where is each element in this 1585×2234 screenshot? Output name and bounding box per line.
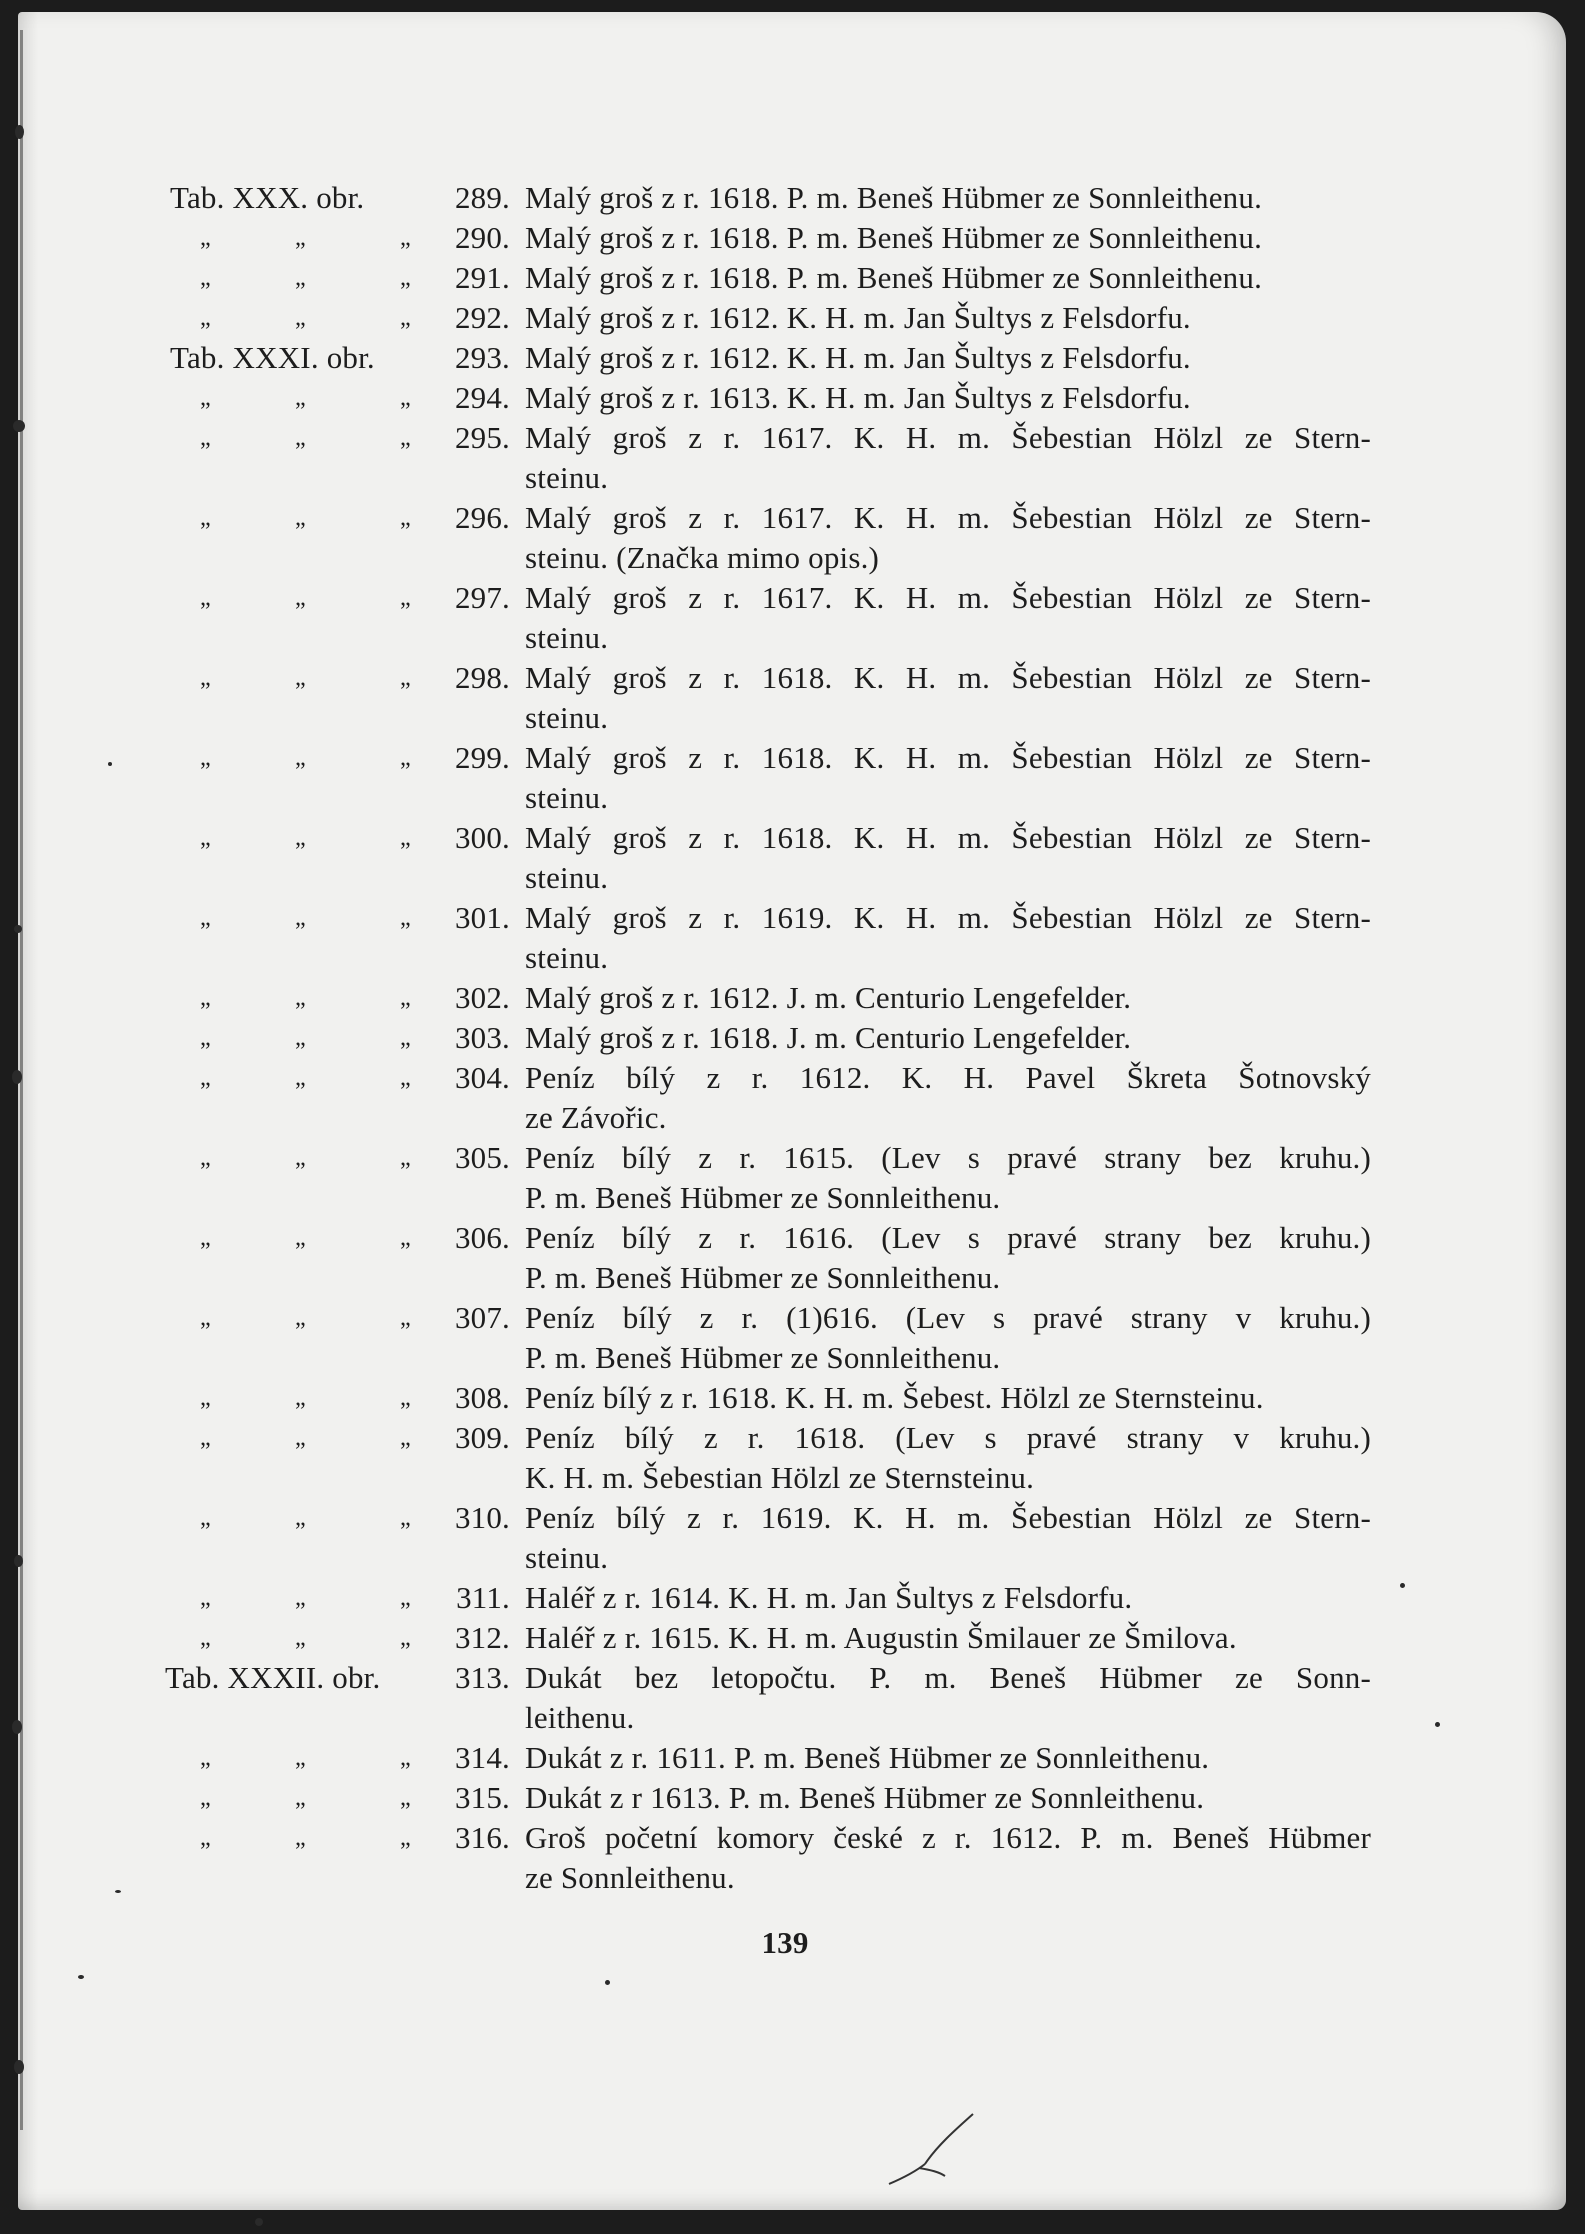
ditto-mark: „ — [295, 1225, 306, 1251]
entry-continuation: steinu. — [525, 940, 609, 975]
entry-continuation: P. m. Beneš Hübmer ze Sonnleithenu. — [525, 1180, 1001, 1215]
ditto-mark: „ — [400, 1145, 411, 1171]
ditto-mark: „ — [200, 265, 211, 291]
entry-text: Peníz bílý z r. 1618. K. H. m. Šebest. Hölzl ze Sternsteinu. — [525, 1380, 1264, 1415]
figure-number: 303. — [454, 1020, 510, 1055]
figure-number: 314. — [454, 1740, 510, 1775]
entry-text: Malý groš z r. 1618. K. H. m. Šebestian Hölzl ze Stern- — [525, 740, 1371, 775]
ditto-mark: „ — [400, 1785, 411, 1811]
ditto-mark: „ — [200, 1505, 211, 1531]
figure-number: 309. — [454, 1420, 510, 1455]
entry-text: Malý groš z r. 1612. K. H. m. Jan Šultys z Felsdorfu. — [525, 300, 1191, 335]
list-item — [0, 218, 1585, 258]
ditto-mark: „ — [400, 1625, 411, 1651]
list-item — [0, 1738, 1585, 1778]
list-item-continuation — [0, 858, 1585, 898]
entry-text: Groš početní komory české z r. 1612. P. m. Beneš Hübmer — [525, 1820, 1371, 1855]
ditto-mark: „ — [400, 265, 411, 291]
ditto-mark: „ — [295, 1825, 306, 1851]
ditto-mark: „ — [295, 825, 306, 851]
ditto-mark: „ — [295, 305, 306, 331]
ditto-mark: „ — [200, 1385, 211, 1411]
figure-number: 297. — [454, 580, 510, 615]
list-item-continuation — [0, 778, 1585, 818]
figure-number: 307. — [454, 1300, 510, 1335]
list-item-continuation — [0, 1538, 1585, 1578]
entry-continuation: steinu. — [525, 860, 609, 895]
figure-number: 313. — [454, 1660, 510, 1695]
list-item — [0, 258, 1585, 298]
ditto-mark: „ — [400, 1585, 411, 1611]
list-item — [0, 1378, 1585, 1418]
ditto-mark: „ — [295, 665, 306, 691]
entry-text: Malý groš z r. 1618. P. m. Beneš Hübmer ze Sonnleithenu. — [525, 260, 1263, 295]
ditto-mark: „ — [400, 665, 411, 691]
ditto-mark: „ — [200, 1305, 211, 1331]
entry-text: Malý groš z r. 1618. K. H. m. Šebestian Hölzl ze Stern- — [525, 660, 1371, 695]
entry-continuation: steinu. (Značka mimo opis.) — [525, 540, 880, 575]
table-reference: Tab. XXXI. obr. — [170, 340, 375, 375]
ditto-mark: „ — [295, 1745, 306, 1771]
ditto-mark: „ — [295, 505, 306, 531]
list-item-continuation — [0, 618, 1585, 658]
entry-text: Malý groš z r. 1613. K. H. m. Jan Šultys z Felsdorfu. — [525, 380, 1191, 415]
list-item — [0, 1498, 1585, 1538]
ditto-mark: „ — [295, 1625, 306, 1651]
list-item — [0, 498, 1585, 538]
list-item-continuation — [0, 1858, 1585, 1898]
list-item-continuation — [0, 538, 1585, 578]
entry-text: Haléř z r. 1615. K. H. m. Augustin Šmilauer ze Šmilova. — [525, 1620, 1237, 1655]
pencil-mark-icon — [885, 2110, 975, 2190]
ditto-mark: „ — [400, 305, 411, 331]
list-item-continuation — [0, 1338, 1585, 1378]
entry-text: Peníz bílý z r. 1619. K. H. m. Šebestian Hölzl ze Stern- — [525, 1500, 1371, 1535]
entry-text: Malý groš z r. 1619. K. H. m. Šebestian Hölzl ze Stern- — [525, 900, 1371, 935]
ditto-mark: „ — [200, 985, 211, 1011]
ditto-mark: „ — [400, 585, 411, 611]
entry-text: Peníz bílý z r. 1616. (Lev s pravé strany bez kruhu.) — [525, 1220, 1371, 1255]
entry-continuation: P. m. Beneš Hübmer ze Sonnleithenu. — [525, 1260, 1001, 1295]
ditto-mark: „ — [200, 825, 211, 851]
entry-text: Malý groš z r. 1617. K. H. m. Šebestian Hölzl ze Stern- — [525, 580, 1371, 615]
ditto-mark: „ — [200, 1785, 211, 1811]
figure-number: 316. — [454, 1820, 510, 1855]
ditto-mark: „ — [400, 1225, 411, 1251]
ditto-mark: „ — [400, 1025, 411, 1051]
figure-number: 292. — [454, 300, 510, 335]
figure-number: 294. — [454, 380, 510, 415]
figure-number: 291. — [454, 260, 510, 295]
ditto-mark: „ — [200, 505, 211, 531]
ditto-mark: „ — [200, 1585, 211, 1611]
ditto-mark: „ — [400, 1505, 411, 1531]
list-item — [0, 578, 1585, 618]
page-number: 139 — [761, 1925, 809, 1960]
ditto-mark: „ — [400, 1385, 411, 1411]
ditto-mark: „ — [200, 585, 211, 611]
ditto-mark: „ — [295, 585, 306, 611]
list-item — [0, 1218, 1585, 1258]
ditto-mark: „ — [200, 745, 211, 771]
entry-text: Malý groš z r. 1618. K. H. m. Šebestian Hölzl ze Stern- — [525, 820, 1371, 855]
list-item — [0, 1018, 1585, 1058]
ditto-mark: „ — [200, 1745, 211, 1771]
entry-text: Malý groš z r. 1612. K. H. m. Jan Šultys z Felsdorfu. — [525, 340, 1191, 375]
list-item — [0, 1618, 1585, 1658]
list-item-continuation — [0, 1258, 1585, 1298]
entry-continuation: P. m. Beneš Hübmer ze Sonnleithenu. — [525, 1340, 1001, 1375]
ditto-mark: „ — [295, 225, 306, 251]
list-item — [0, 978, 1585, 1018]
ditto-mark: „ — [200, 1425, 211, 1451]
entry-continuation: steinu. — [525, 780, 609, 815]
ditto-mark: „ — [400, 385, 411, 411]
entry-continuation: ze Sonnleithenu. — [525, 1860, 735, 1895]
figure-number: 295. — [454, 420, 510, 455]
ditto-mark: „ — [400, 425, 411, 451]
ditto-mark: „ — [295, 1065, 306, 1091]
entry-text: Malý groš z r. 1618. P. m. Beneš Hübmer ze Sonnleithenu. — [525, 180, 1263, 215]
entry-text: Haléř z r. 1614. K. H. m. Jan Šultys z Felsdorfu. — [525, 1580, 1133, 1615]
figure-number: 301. — [454, 900, 510, 935]
ditto-mark: „ — [400, 1425, 411, 1451]
ditto-mark: „ — [200, 1065, 211, 1091]
entry-text: Malý groš z r. 1618. J. m. Centurio Lengefelder. — [525, 1020, 1132, 1055]
list-item-continuation — [0, 458, 1585, 498]
figure-number: 298. — [454, 660, 510, 695]
entry-text: Peníz bílý z r. 1615. (Lev s pravé strany bez kruhu.) — [525, 1140, 1371, 1175]
list-item — [0, 378, 1585, 418]
list-item — [0, 418, 1585, 458]
figure-number: 306. — [454, 1220, 510, 1255]
list-item — [0, 1058, 1585, 1098]
figure-number: 300. — [454, 820, 510, 855]
entry-text: Peníz bílý z r. (1)616. (Lev s pravé strany v kruhu.) — [525, 1300, 1371, 1335]
ditto-mark: „ — [200, 1025, 211, 1051]
figure-number: 289. — [454, 180, 510, 215]
ditto-mark: „ — [400, 745, 411, 771]
list-item — [0, 818, 1585, 858]
figure-number: 304. — [454, 1060, 510, 1095]
figure-number: 299. — [454, 740, 510, 775]
figure-number: 293. — [454, 340, 510, 375]
ditto-mark: „ — [200, 305, 211, 331]
figure-number: 308. — [454, 1380, 510, 1415]
ditto-mark: „ — [295, 745, 306, 771]
ditto-mark: „ — [400, 1305, 411, 1331]
ditto-mark: „ — [200, 905, 211, 931]
entry-continuation: steinu. — [525, 620, 609, 655]
table-reference: Tab. XXXII. obr. — [165, 1660, 381, 1695]
entry-text: Peníz bílý z r. 1618. (Lev s pravé strany v kruhu.) — [525, 1420, 1371, 1455]
list-item — [0, 1778, 1585, 1818]
entry-text: Malý groš z r. 1617. K. H. m. Šebestian Hölzl ze Stern- — [525, 500, 1371, 535]
figure-number: 311. — [456, 1580, 510, 1615]
list-item — [0, 298, 1585, 338]
list-item-continuation — [0, 938, 1585, 978]
ditto-mark: „ — [400, 1825, 411, 1851]
ditto-mark: „ — [400, 825, 411, 851]
ditto-mark: „ — [200, 1225, 211, 1251]
entry-text: Dukát z r. 1611. P. m. Beneš Hübmer ze Sonnleithenu. — [525, 1740, 1210, 1775]
table-reference: Tab. XXX. obr. — [170, 180, 365, 215]
list-item — [0, 1818, 1585, 1858]
ditto-mark: „ — [295, 1785, 306, 1811]
list-item — [0, 1138, 1585, 1178]
entry-text: Dukát z r 1613. P. m. Beneš Hübmer ze Sonnleithenu. — [525, 1780, 1205, 1815]
ditto-mark: „ — [295, 1385, 306, 1411]
list-item — [0, 738, 1585, 778]
ditto-mark: „ — [400, 985, 411, 1011]
ditto-mark: „ — [295, 1425, 306, 1451]
figure-number: 296. — [454, 500, 510, 535]
entry-continuation: K. H. m. Šebestian Hölzl ze Sternsteinu. — [525, 1460, 1035, 1495]
list-item-continuation — [0, 1698, 1585, 1738]
entry-text: Malý groš z r. 1612. J. m. Centurio Lengefelder. — [525, 980, 1132, 1015]
list-item-continuation — [0, 1098, 1585, 1138]
figure-number: 290. — [454, 220, 510, 255]
ditto-mark: „ — [200, 425, 211, 451]
entry-text: Malý groš z r. 1617. K. H. m. Šebestian Hölzl ze Stern- — [525, 420, 1371, 455]
list-item-continuation — [0, 1178, 1585, 1218]
ditto-mark: „ — [200, 225, 211, 251]
entry-continuation: ze Závořic. — [525, 1100, 667, 1135]
figure-number: 315. — [454, 1780, 510, 1815]
ditto-mark: „ — [400, 1745, 411, 1771]
list-item — [0, 1658, 1585, 1698]
entry-continuation: leithenu. — [525, 1700, 635, 1735]
ditto-mark: „ — [295, 1585, 306, 1611]
ditto-mark: „ — [295, 985, 306, 1011]
figure-number: 312. — [454, 1620, 510, 1655]
list-item — [0, 1578, 1585, 1618]
list-item-continuation — [0, 1458, 1585, 1498]
ditto-mark: „ — [400, 1065, 411, 1091]
ditto-mark: „ — [200, 1625, 211, 1651]
list-item — [0, 338, 1585, 378]
ditto-mark: „ — [295, 1025, 306, 1051]
list-item — [0, 898, 1585, 938]
ditto-mark: „ — [295, 905, 306, 931]
list-item — [0, 658, 1585, 698]
ditto-mark: „ — [295, 425, 306, 451]
ditto-mark: „ — [200, 385, 211, 411]
entry-continuation: steinu. — [525, 460, 609, 495]
ditto-mark: „ — [400, 905, 411, 931]
figure-number: 302. — [454, 980, 510, 1015]
ditto-mark: „ — [200, 665, 211, 691]
list-item — [0, 178, 1585, 218]
ditto-mark: „ — [295, 265, 306, 291]
ditto-mark: „ — [295, 1305, 306, 1331]
ditto-mark: „ — [295, 1505, 306, 1531]
entry-continuation: steinu. — [525, 700, 609, 735]
entry-text: Malý groš z r. 1618. P. m. Beneš Hübmer ze Sonnleithenu. — [525, 220, 1263, 255]
figure-number: 305. — [454, 1140, 510, 1175]
list-item-continuation — [0, 698, 1585, 738]
entry-text: Peníz bílý z r. 1612. K. H. Pavel Škreta Šotnovský — [525, 1060, 1371, 1095]
figure-number: 310. — [454, 1500, 510, 1535]
ditto-mark: „ — [200, 1145, 211, 1171]
entry-text: Dukát bez letopočtu. P. m. Beneš Hübmer ze Sonn- — [525, 1660, 1371, 1695]
ditto-mark: „ — [400, 225, 411, 251]
ditto-mark: „ — [400, 505, 411, 531]
list-item — [0, 1298, 1585, 1338]
ditto-mark: „ — [295, 1145, 306, 1171]
ditto-mark: „ — [295, 385, 306, 411]
list-item — [0, 1418, 1585, 1458]
ditto-mark: „ — [200, 1825, 211, 1851]
entry-continuation: steinu. — [525, 1540, 609, 1575]
